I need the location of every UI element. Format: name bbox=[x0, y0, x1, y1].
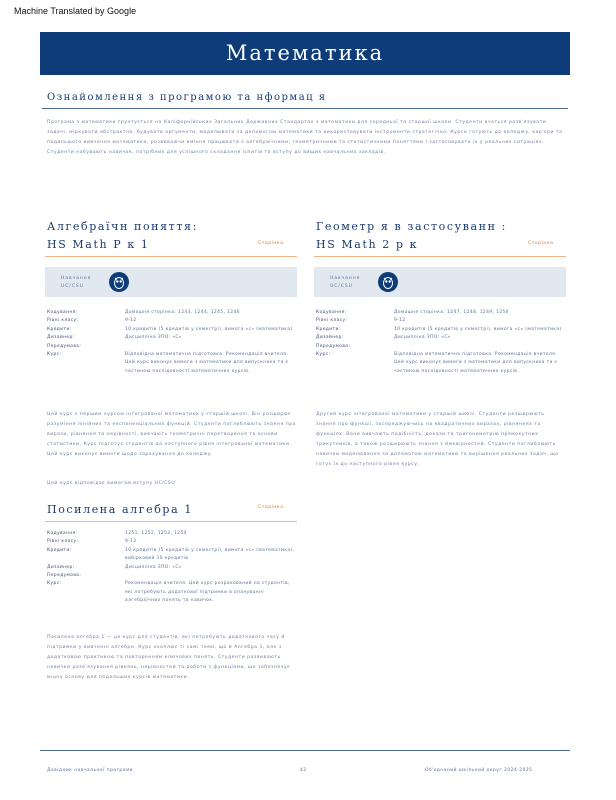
course1-title-line1: Алгебраїчн поняття: bbox=[47, 220, 198, 233]
detail-row bbox=[47, 530, 297, 538]
owl-icon bbox=[378, 272, 398, 292]
detail-label: Дизайнер: bbox=[316, 335, 344, 341]
course3-title: Посилена алгебра 1 bbox=[47, 503, 193, 516]
overview-text: Програма з математики ґрунтується на Каліфорнійських Загальних Державних Стандартах з математики для середньої та старшої школи. Студенти вчаться розв'язувати задачі, міркувати абстрактно, будувати аргументи, моделювати за допомогою математики та використовувати інструменти стратегічно. Курси готують до коледжу, кар'єри та подальшого вивчення математики, розвиваючи вміння працювати з алгебраїчними, геометричними та статистичними поняттями і застосовувати їх у реальних ситуаціях. Студенти набувають навичок, потрібних для успішного складання іспитів та вступу до вищих навчальних закладів. bbox=[47, 120, 563, 155]
detail-value: 10 кредитів (5 кредитів у семестрі), вимога «с» (математика) bbox=[394, 326, 562, 332]
detail-value bbox=[125, 572, 297, 580]
course3-details bbox=[47, 530, 297, 606]
detail-value: 9-12 bbox=[125, 539, 137, 545]
detail-value: Дисципліна ЗПО: «C» bbox=[394, 335, 451, 341]
course1-divider bbox=[45, 256, 297, 257]
course2-page-ref[interactable]: Сторінка bbox=[528, 241, 554, 246]
detail-row bbox=[316, 317, 566, 325]
detail-label: Кредити: bbox=[316, 326, 341, 332]
detail-value: Відповідна математична підготовка. Рекомендація вчителя. Цей курс виконує вимоги з математики для випускника та є частиною послідовності математичних курсів. bbox=[125, 352, 289, 374]
course1-badge-box bbox=[45, 267, 297, 297]
course2-divider bbox=[314, 256, 566, 257]
detail-row bbox=[316, 309, 566, 317]
detail-value: 1251, 1252, 1253, 1254 bbox=[125, 531, 187, 536]
detail-value: 9-12 bbox=[394, 318, 406, 324]
course3-page-ref[interactable]: Сторінка bbox=[258, 505, 284, 510]
detail-row bbox=[47, 538, 297, 546]
course3-divider bbox=[45, 521, 297, 522]
detail-row bbox=[47, 351, 297, 376]
course2-title-line2: HS Math 2 р к bbox=[316, 238, 419, 251]
detail-value: 9-12 bbox=[125, 318, 137, 324]
course1-page-ref[interactable]: Сторінка bbox=[258, 241, 284, 246]
detail-value: 10 кредитів (5 кредитів у семестрі), вимога «с» (математика) bbox=[125, 326, 293, 332]
machine-translated-label: Machine Translated by Google bbox=[14, 6, 137, 16]
detail-value bbox=[394, 343, 566, 351]
detail-value: Дисципліна ЗПО: «C» bbox=[125, 564, 182, 570]
overview-divider bbox=[42, 108, 568, 109]
course2-badge-text: Навчання UC/CSU bbox=[330, 276, 361, 289]
detail-value: Рекомендація вчителя. Цей курс розрахований на студентів, які потребують додаткової підтримки в опануванні алгебраїчних понять та навичок. bbox=[125, 581, 290, 604]
detail-label: Передумова: bbox=[47, 343, 82, 349]
detail-row bbox=[47, 326, 297, 334]
detail-row bbox=[47, 580, 297, 605]
detail-label: Кодування: bbox=[316, 310, 347, 315]
owl-icon bbox=[109, 272, 129, 292]
detail-row bbox=[316, 351, 566, 376]
footer-left-text: Довідник навчальної програми bbox=[47, 768, 134, 773]
footer-divider bbox=[40, 750, 570, 751]
detail-label: Передумова: bbox=[316, 343, 351, 349]
detail-row bbox=[316, 326, 566, 334]
detail-label: Кредити: bbox=[47, 326, 72, 332]
course1-note: Цей курс відповідає вимогам вступу UC/CSU. bbox=[47, 481, 178, 486]
detail-label: Рівні класу: bbox=[316, 318, 348, 324]
detail-row bbox=[47, 564, 297, 572]
detail-row bbox=[47, 572, 297, 580]
page-number: 42 bbox=[300, 768, 307, 773]
footer-right-text: Об'єднаний шкільний округ 2024-2025 bbox=[425, 768, 533, 773]
course1-badge-text: Навчання UC/CSU bbox=[61, 276, 92, 289]
detail-label: Рівні класу: bbox=[47, 539, 79, 545]
detail-value: 10 кредитів (5 кредитів у семестрі), вимога «с» (математика), вибірковий 10 кредитів bbox=[125, 547, 295, 562]
detail-label: Дизайнер: bbox=[47, 564, 75, 570]
detail-label: Кодування: bbox=[47, 531, 78, 536]
detail-label: Передумова: bbox=[47, 573, 82, 579]
detail-row bbox=[316, 334, 566, 342]
detail-label: Курс: bbox=[316, 352, 331, 358]
course3-description: Посилена алгебра 1 — це курс для студентів, які потребують додаткового часу й підтримки у вивченні алгебри. Курс охоплює ті самі теми, що й Алгебра 1, але з додатковою практикою та повторенням ключових понять. Студенти розвивають навички розв'язування рівнянь, нерівностей та роботи з функціями, що забезпечує міцну основу для подальших курсів математики. bbox=[47, 635, 291, 680]
detail-row bbox=[47, 334, 297, 342]
detail-value: Дисципліна ЗПО: «C» bbox=[125, 335, 182, 341]
course2-title-line1: Геометр я в застосуванн : bbox=[316, 220, 507, 233]
detail-label: Кодування: bbox=[47, 310, 78, 315]
course2-badge-box bbox=[314, 267, 566, 297]
detail-value: Домашня сторінка: 1247, 1248, 1249, 1250 bbox=[394, 310, 509, 315]
overview-heading: Ознайомлення з програмою та нформац я bbox=[47, 92, 327, 103]
detail-value bbox=[125, 343, 297, 351]
course1-title bbox=[47, 218, 287, 254]
course2-title bbox=[316, 218, 566, 254]
detail-label: Кредити: bbox=[47, 547, 72, 553]
detail-row bbox=[316, 343, 566, 351]
detail-value: Відповідна математична підготовка. Рекомендація вчителя. Цей курс виконує вимоги з математики для випускника та є частиною послідовності математичних курсів. bbox=[394, 352, 558, 374]
course2-details bbox=[316, 309, 566, 376]
course1-title-line2: HS Math Р к 1 bbox=[47, 238, 150, 251]
page-banner bbox=[40, 32, 570, 75]
detail-label: Курс: bbox=[47, 352, 62, 358]
detail-row bbox=[47, 317, 297, 325]
detail-value: Домашня сторінка: 1243, 1244, 1245, 1246 bbox=[125, 310, 240, 315]
course2-description: Другий курс інтегрованої математики у старшій школі. Студенти розширюють знання про функції, зосереджуючись на квадратичних виразах, рівняннях та функціях. Вони вивчають подібність, докази та тригонометрію прямокутних трикутників, а також розширюють знання з ймовірностей. Студенти поглиблюють навички моделювання за допомогою математики та вирішення реальних задач, що готує їх до наступного рівня курсу. bbox=[316, 412, 559, 467]
detail-row bbox=[47, 343, 297, 351]
course1-description: Цей курс є першим курсом інтегрованої математики у старшій школі. Він розширює розуміння лінійних та експоненціальних функцій. Студенти поглиблюють знання про вирази, рівняння та нерівності, вивчають геометричні перетворення та основи статистики. Курс підготує студентів до наступного рівня інтегрованої математики. Цей курс виконує вимоги щодо зарахування до коледжу. bbox=[47, 412, 296, 457]
detail-label: Рівні класу: bbox=[47, 318, 79, 324]
detail-label: Курс: bbox=[47, 581, 62, 587]
detail-row bbox=[47, 547, 297, 564]
course1-details bbox=[47, 309, 297, 376]
detail-row bbox=[47, 309, 297, 317]
detail-label: Дизайнер: bbox=[47, 335, 75, 341]
page-title: Математика bbox=[225, 41, 385, 65]
